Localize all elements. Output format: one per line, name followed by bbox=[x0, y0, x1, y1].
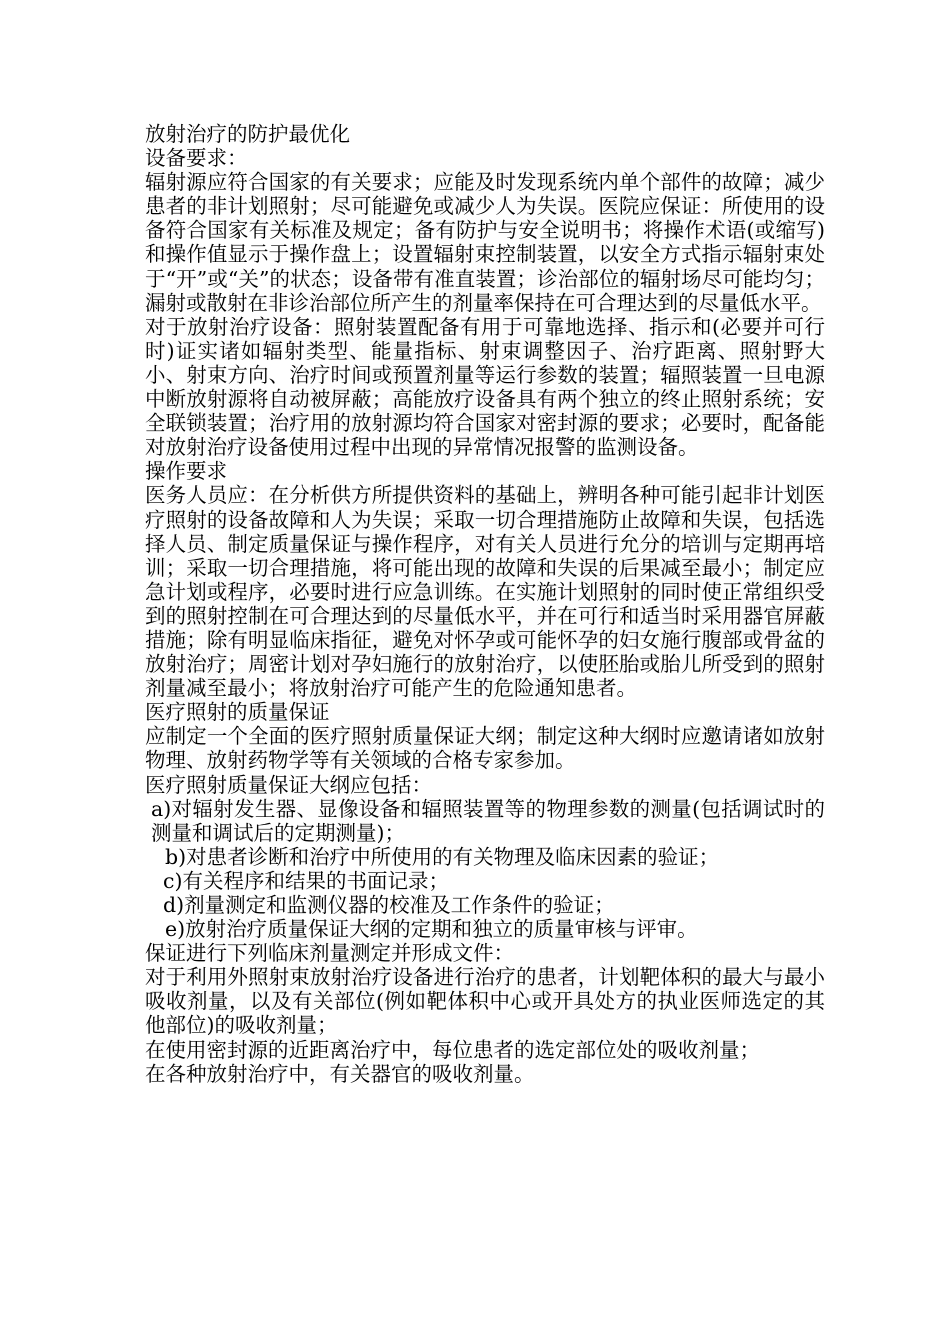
equipment-paragraph-1: 辐射源应符合国家的有关要求；应能及时发现系统内单个部件的故障；减少患者的非计划照射；尽可能避免或减少人为失误。医院应保证：所使用的设备符合国家有关标准及规定；备有防护与安全说明书；将操作术语(或缩写)和操作值显示于操作盘上；设置辐射束控制装置，以安全方式指示辐射束处于“开”或“关”的状态；设备带有准直装置；诊治部位的辐射场尽可能均匀；漏射或散射在非诊治部位所产生的剂量率保持在可合理达到的尽量低水平。 bbox=[145, 170, 825, 315]
qa-item-e: e)放射治疗质量保证大纲的定期和独立的质量审核与评审。 bbox=[165, 917, 698, 942]
dose-paragraph-1: 对于利用外照射束放射治疗设备进行治疗的患者，计划靶体积的最大与最小吸收剂量，以及有关部位(例如靶体积中心或开具处方的执业医师选定的其他部位)的吸收剂量； bbox=[145, 965, 825, 1038]
qa-item-a: a)对辐射发生器、显像设备和辐照装置等的物理参数的测量(包括调试时的测量和调试后的定期测量)； bbox=[151, 796, 825, 845]
qa-item-b: b)对患者诊断和治疗中所使用的有关物理及临床因素的验证； bbox=[165, 844, 720, 869]
dose-paragraph-2: 在使用密封源的近距离治疗中，每位患者的选定部位处的吸收剂量； bbox=[145, 1037, 760, 1062]
document-title: 放射治疗的防护最优化 bbox=[145, 122, 350, 146]
operation-paragraph: 医务人员应：在分析供方所提供资料的基础上，辨明各种可能引起非计划医疗照射的设备故障和人为失误；采取一切合理措施防止故障和失误，包括选择人员、制定质量保证与操作程序，对有关人员进行允分的培训与定期再培训；采取一切合理措施，将可能出现的故障和失误的后果减至最小；制定应急计划或程序，必要时进行应急训练。在实施计划照射的同时使正常组织受到的照射控制在可合理达到的尽量低水平，并在可行和适当时采用器官屏蔽措施；除有明显临床指征，避免对怀孕或可能怀孕的妇女施行腹部或骨盆的放射治疗；周密计划对孕妇施行的放射治疗，以使胚胎或胎儿所受到的照射剂量减至最小；将放射治疗可能产生的危险通知患者。 bbox=[145, 483, 825, 701]
equipment-paragraph-2: 对于放射治疗设备：照射装置配备有用于可靠地选择、指示和(必要并可行时)证实诸如辐射类型、能量指标、射束调整因子、治疗距离、照射野大小、射束方向、治疗时间或预置剂量等运行参数的装置；辐照装置一旦电源中断放射源将自动被屏蔽；高能放疗设备具有两个独立的终止照射系统；安全联锁装置；治疗用的放射源均符合国家对密封源的要求；必要时，配备能对放射治疗设备使用过程中出现的异常情况报警的监测设备。 bbox=[145, 314, 825, 460]
qa-program-intro: 医疗照射质量保证大纲应包括： bbox=[145, 772, 432, 797]
qa-heading: 医疗照射的质量保证 bbox=[145, 700, 330, 725]
qa-item-d: d)剂量测定和监测仪器的校准及工作条件的验证； bbox=[163, 893, 615, 917]
operation-heading: 操作要求 bbox=[145, 459, 227, 484]
document-body bbox=[145, 122, 825, 1086]
qa-item-c: c)有关程序和结果的书面记录； bbox=[163, 868, 449, 893]
dose-heading: 保证进行下列临床剂量测定并形成文件： bbox=[145, 941, 514, 966]
dose-paragraph-3: 在各种放射治疗中，有关器官的吸收剂量。 bbox=[145, 1061, 535, 1086]
equipment-heading: 设备要求： bbox=[145, 146, 248, 171]
qa-paragraph: 应制定一个全面的医疗照射质量保证大纲；制定这种大纲时应邀请诸如放射物理、放射药物学等有关领域的合格专家参加。 bbox=[145, 724, 825, 773]
